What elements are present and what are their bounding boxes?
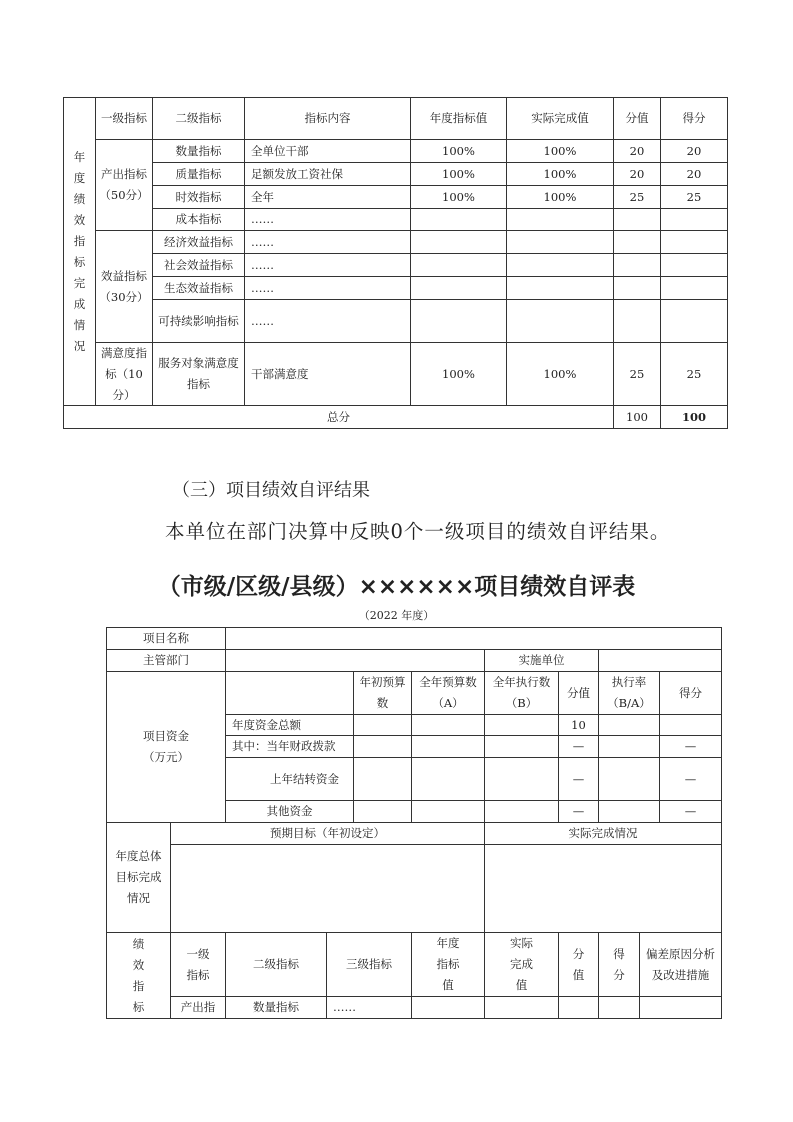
t1-cell [660, 185, 728, 209]
t2-fund-corner [225, 671, 354, 715]
t1-cell-text: …… [251, 280, 274, 295]
t2-dept-label-text: 主管部门 [143, 653, 189, 667]
t2-perf-header-text: 一级指标 [186, 946, 210, 982]
t1-cell [410, 162, 507, 186]
t2-fund-got [659, 800, 722, 823]
t2-fund-header-text: 年初预算数 [359, 675, 406, 710]
t1-cell-text: 25 [629, 366, 645, 381]
t2-fund-got-text: — [684, 804, 697, 818]
t1-cell [244, 139, 411, 163]
t2-fund-rate [598, 757, 660, 801]
t2-goal-label-text: 年度总体目标完成情况 [115, 849, 162, 905]
t2-fund-cell [353, 714, 412, 736]
t1-cell [613, 342, 661, 406]
t2-perf-label [106, 932, 171, 1019]
t1-total-got [660, 405, 728, 429]
t2-expected-value [170, 844, 485, 933]
t1-header [152, 97, 245, 140]
t2-fund-got [659, 735, 722, 758]
t2-fund-got [659, 714, 722, 736]
t1-total-label-text: 总分 [327, 409, 350, 424]
t2-perf-cell [411, 996, 485, 1019]
t1-cell-text: 20 [629, 166, 645, 181]
t2-fund-score-text: — [572, 804, 585, 818]
t1-cell [410, 342, 507, 406]
t2-perf-header-text: 年度指标值 [436, 936, 460, 992]
t1-cell [506, 342, 614, 406]
section-heading: （三）项目绩效自评结果 [172, 480, 370, 501]
form-title: （市级/区级/县级）××××××项目绩效自评表 [157, 574, 636, 600]
t1-total-score-text: 100 [626, 409, 648, 424]
t2-fund-header [353, 671, 412, 715]
t1-cell [152, 342, 245, 406]
t1-cell-text: 经济效益指标 [164, 234, 233, 249]
t2-fund-header-text: 执行率（B/A） [607, 675, 651, 710]
t1-cell [613, 162, 661, 186]
t1-cell [613, 230, 661, 254]
t2-perf-cell [639, 996, 722, 1019]
t2-dept-label [106, 649, 226, 672]
t2-perf-header [170, 932, 226, 997]
t2-fund-row-label [225, 757, 354, 801]
t2-perf-header [598, 932, 640, 997]
t1-cell [660, 299, 728, 343]
t1-cell-text: 100% [543, 143, 577, 158]
t2-fund-label [106, 671, 226, 823]
t1-side-label [63, 97, 96, 406]
t2-fund-cell [411, 800, 485, 823]
t1-cell-text: 数量指标 [175, 143, 222, 158]
t2-fund-header-text: 分值 [567, 685, 590, 700]
t1-cell [152, 208, 245, 231]
t2-fund-cell [353, 735, 412, 758]
t1-cell [660, 253, 728, 277]
t1-cell [152, 276, 245, 300]
t2-fund-header [659, 671, 722, 715]
t1-cell-text: 成本指标 [175, 212, 222, 226]
t1-group-benefit [95, 230, 153, 343]
t2-expected-header [170, 822, 485, 845]
t2-expected-header-text: 预期目标（年初设定） [270, 826, 385, 840]
t1-cell [410, 208, 507, 231]
t2-perf-cell [558, 996, 599, 1019]
t1-header-text: 一级指标 [101, 111, 147, 125]
t1-header-text: 年度指标值 [429, 111, 488, 125]
t2-fund-header-text: 得分 [679, 685, 702, 700]
t2-perf-header [558, 932, 599, 997]
t2-perf-header-text: 偏差原因分析及改进措施 [646, 946, 715, 982]
t1-total-score [613, 405, 661, 429]
t1-group-satisfaction [95, 342, 153, 406]
t1-cell-text: 全单位干部 [251, 143, 309, 158]
t2-impl-label-text: 实施单位 [518, 653, 565, 667]
t2-fund-header-text: 全年执行数（B） [492, 675, 551, 710]
t1-cell [244, 162, 411, 186]
t1-cell-text: 100% [442, 189, 475, 204]
t2-fund-got-text: — [684, 739, 697, 753]
t2-dept-value [225, 649, 485, 672]
t1-total-got-text: 100 [681, 409, 706, 424]
t2-perf-label-text: 绩效指标 [132, 936, 145, 1014]
t2-perf-cell [170, 996, 226, 1019]
t2-goal-label [106, 822, 171, 933]
t2-perf-header [326, 932, 412, 997]
t1-cell-text: 25 [629, 189, 645, 204]
t1-header [410, 97, 507, 140]
t2-fund-row-label [225, 714, 354, 736]
t2-fund-header-text: 全年预算数（A） [419, 675, 477, 710]
t2-name-label [106, 627, 226, 650]
t2-perf-cell [598, 996, 640, 1019]
t1-cell [660, 342, 728, 406]
t1-cell [506, 253, 614, 277]
t2-fund-score [558, 714, 599, 736]
t2-perf-cell [484, 996, 559, 1019]
t2-fund-got-text: — [684, 771, 697, 786]
t1-cell [152, 185, 245, 209]
t1-cell-text: 服务对象满意度指标 [158, 356, 239, 391]
t2-fund-row-label-text: 年度资金总额 [232, 717, 301, 732]
t1-header [506, 97, 614, 140]
t1-cell [506, 162, 614, 186]
t1-cell-text: 100% [543, 166, 577, 181]
t1-cell-text: …… [251, 234, 274, 249]
t2-fund-row-label [225, 735, 354, 758]
t1-cell [152, 299, 245, 343]
t1-cell-text: …… [251, 313, 274, 328]
t1-group-output [95, 139, 153, 231]
t1-cell [244, 230, 411, 254]
t1-cell [410, 185, 507, 209]
t2-perf-header-text: 分值 [572, 946, 585, 982]
t1-group-output-text: 产出指标（50分） [99, 167, 149, 202]
t2-fund-row-label-text: 其他资金 [266, 804, 313, 818]
t2-fund-cell [411, 757, 485, 801]
t1-cell [613, 276, 661, 300]
t2-fund-header [484, 671, 559, 715]
t1-cell [660, 162, 728, 186]
paragraph: 本单位在部门决算中反映0个一级项目的绩效自评结果。 [165, 520, 671, 543]
t1-cell-text: 干部满意度 [251, 366, 309, 381]
t1-cell [410, 139, 507, 163]
t2-actual-header-text: 实际完成情况 [568, 826, 638, 840]
t1-cell [410, 230, 507, 254]
t2-perf-cell-text: 产出指 [180, 1000, 216, 1014]
t1-total-label [63, 405, 614, 429]
t1-cell [506, 299, 614, 343]
t2-perf-header-text: 二级指标 [253, 957, 299, 971]
t1-cell-text: 20 [686, 143, 702, 158]
t2-perf-header-text: 实际完成值 [510, 936, 533, 992]
t1-header-text: 二级指标 [175, 111, 222, 125]
t2-perf-header [484, 932, 559, 997]
t1-header-text: 指标内容 [304, 111, 351, 125]
t1-cell [152, 139, 245, 163]
t2-perf-cell-text: 数量指标 [253, 1000, 299, 1014]
t2-fund-score-text: 10 [571, 717, 586, 732]
t1-group-benefit-text: 效益指标（30分） [99, 268, 149, 304]
t1-cell [613, 139, 661, 163]
t2-actual-header [484, 822, 722, 845]
t2-fund-cell [484, 800, 559, 823]
t1-cell [660, 276, 728, 300]
t1-cell [506, 139, 614, 163]
t1-cell-text: 100% [442, 166, 475, 181]
t1-cell [613, 299, 661, 343]
t1-cell-text: …… [251, 257, 274, 272]
t1-header-text: 得分 [682, 111, 706, 125]
t2-fund-row-label-text: 上年结转资金 [270, 771, 339, 786]
t2-fund-got [659, 757, 722, 801]
t1-group-satisfaction-text: 满意度指标（10分） [101, 345, 147, 402]
t2-fund-rate [598, 735, 660, 758]
t1-side-label-text: 年度绩效指标完成情况 [73, 149, 86, 353]
t2-fund-score [558, 757, 599, 801]
t2-fund-score-text: — [572, 739, 585, 753]
t1-cell [613, 253, 661, 277]
t1-cell [244, 299, 411, 343]
t2-actual-value [484, 844, 722, 933]
t1-cell [660, 139, 728, 163]
t1-header [613, 97, 661, 140]
t1-cell-text: 可持续影响指标 [158, 313, 239, 328]
t1-cell [244, 253, 411, 277]
t2-fund-score [558, 735, 599, 758]
t1-cell [410, 299, 507, 343]
t2-fund-header [598, 671, 660, 715]
t1-header [244, 97, 411, 140]
t1-cell-text: 100% [543, 189, 577, 204]
t1-cell [410, 253, 507, 277]
t1-cell [506, 276, 614, 300]
t1-cell-text: 100% [543, 366, 577, 381]
t2-perf-header [411, 932, 485, 997]
t1-cell-text: 全年 [251, 189, 274, 204]
t2-fund-cell [353, 757, 412, 801]
t1-cell [613, 185, 661, 209]
t1-cell-text: 20 [686, 166, 702, 181]
t1-cell [660, 230, 728, 254]
t1-cell-text: 时效指标 [175, 189, 222, 204]
t1-header [95, 97, 153, 140]
t1-cell [152, 230, 245, 254]
t2-impl-label [484, 649, 599, 672]
t1-cell [506, 185, 614, 209]
t1-cell [613, 208, 661, 231]
t1-cell-text: 100% [442, 143, 475, 158]
t1-cell [244, 208, 411, 231]
t1-cell-text: 社会效益指标 [164, 257, 233, 272]
t2-perf-header-text: 三级指标 [346, 957, 392, 971]
t2-perf-cell-text: …… [333, 1000, 356, 1014]
t1-cell [410, 276, 507, 300]
t1-cell-text: 100% [442, 366, 475, 381]
t2-fund-label-text: 项目资金（万元） [143, 729, 189, 764]
t1-cell [244, 276, 411, 300]
t2-fund-cell [411, 714, 485, 736]
t2-fund-score [558, 800, 599, 823]
t2-fund-header [558, 671, 599, 715]
t2-fund-row-label-text: 其中：当年财政拨款 [232, 739, 336, 753]
t2-perf-header-text: 得分 [613, 946, 625, 982]
t1-cell-text: 20 [629, 143, 645, 158]
t2-fund-row-label [225, 800, 354, 823]
t2-fund-rate [598, 800, 660, 823]
t1-cell [660, 208, 728, 231]
t1-cell-text: 25 [686, 189, 702, 204]
t1-cell [506, 230, 614, 254]
t2-fund-cell [353, 800, 412, 823]
t1-cell [152, 253, 245, 277]
t1-cell-text: 质量指标 [175, 166, 222, 181]
t1-header-text: 分值 [625, 111, 649, 125]
t2-perf-header [639, 932, 722, 997]
t1-header [660, 97, 728, 140]
form-year: （2022 年度） [358, 609, 435, 622]
t2-fund-cell [411, 735, 485, 758]
t1-cell-text: 25 [686, 366, 702, 381]
t1-cell [244, 185, 411, 209]
t2-fund-cell [484, 735, 559, 758]
t1-cell [244, 342, 411, 406]
t2-fund-rate [598, 714, 660, 736]
t2-fund-header [411, 671, 485, 715]
t2-fund-cell [484, 714, 559, 736]
t2-impl-value [598, 649, 722, 672]
t1-header-text: 实际完成值 [531, 111, 589, 125]
t2-perf-header [225, 932, 327, 997]
t2-perf-cell [326, 996, 412, 1019]
t2-name-value [225, 627, 722, 650]
t2-fund-cell [484, 757, 559, 801]
t2-fund-score-text: — [572, 771, 585, 786]
t2-perf-cell [225, 996, 327, 1019]
t2-name-label-text: 项目名称 [143, 631, 189, 645]
t1-cell [152, 162, 245, 186]
t1-cell [506, 208, 614, 231]
t1-cell-text: 生态效益指标 [164, 280, 233, 295]
t1-cell-text: …… [251, 212, 274, 226]
t1-cell-text: 足额发放工资社保 [251, 166, 343, 181]
